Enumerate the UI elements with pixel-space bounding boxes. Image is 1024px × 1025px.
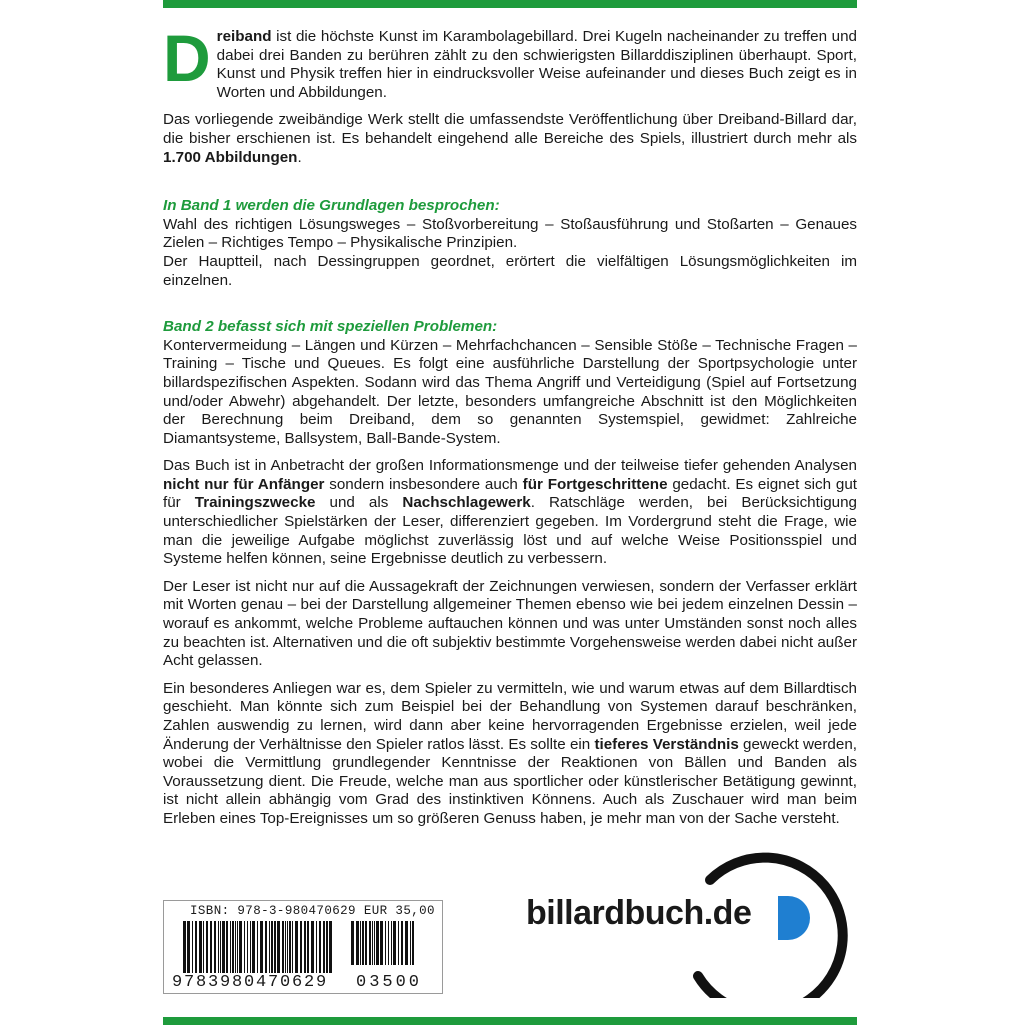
barcode-bar [277,921,280,973]
overview-end: . [297,148,302,166]
band1-main-part: Der Hauptteil, nach Dessingruppen geordnet, erörtert die vielfältigen Lösungsmöglichkeiten im einzelnen. [163,252,857,289]
barcode-bar [232,921,234,973]
barcode-bar [410,921,411,965]
intro-text: ist die höchste Kunst im Karambolagebillard. Drei Kugeln nacheinander zu treffen und dabei drei Banden zu berühren zählt zu den schwierigsten Billarddisziplinen überhaupt. Sport, Kunst und Physik treffen hier in eindrucksvoller Weise aufeinander und dieses Buch zeigt es in Worten und Abbildungen. [216,28,857,101]
barcode-bar [220,921,221,973]
barcode-bar [214,921,216,973]
barcode-bar [206,921,208,973]
concern-t1: Ein besonderes Anliegen war es, dem Spieler zu vermitteln, wie und warum etwas auf dem Billardtisch geschieht. Man könnte sich zum Beispiel bei der Behandlung von Systemen darauf beschränken, Zahlen auswendig zu lernen, wird dann aber keine hervorragenden Ergebnisse erzielen, weil jede Änderung der Verhältnisse den Spieler ratlos lässt. Es sollte ein [163,679,857,753]
barcode-bar [369,921,371,965]
intro-paragraph [163,21,857,102]
barcode-bar [372,921,373,965]
barcode-bar [376,921,379,965]
barcode-bar [329,921,332,973]
overview-text: Das vorliegende zweibändige Werk stellt die umfassendste Veröffentlichung über Dreiband-Billard dar, die bisher erschienen ist. Es behandelt eingehend alle Bereiche des Spiels, illustriert durch mehr als [163,111,857,147]
audience-b4: Nachschlagewerk [402,494,531,512]
isbn-line: ISBN: 978-3-980470629 EUR 35,00 [190,904,435,918]
barcode-bar [323,921,325,973]
barcode-bar [260,921,263,973]
barcode-bar [304,921,306,973]
addon-bars [350,921,416,969]
top-green-bar [163,0,857,8]
barcode-bar [360,921,361,965]
barcode-bar [287,921,288,973]
barcode-bar [365,921,367,965]
audience-t3: gedacht. Es eignet sich gut für [163,475,857,512]
concern-paragraph [163,680,857,829]
barcode-bar [247,921,248,973]
barcode-bar [222,921,225,973]
barcode-bar [385,921,386,965]
barcode-bar [300,921,302,973]
barcode-main-digits: 9783980470629 [172,973,329,992]
band2-heading: Band 2 befasst sich mit speziellen Problemen: [163,318,498,336]
barcode-bar [326,921,328,973]
overview-bold: 1.700 Abbildungen [163,148,298,166]
barcode-bar [307,921,309,973]
barcode-bar [405,921,408,965]
barcode-bar [218,921,219,973]
barcode-bar [319,921,321,973]
barcode-bar [192,921,193,973]
barcode-bar [271,921,273,973]
logo-d-accent [778,896,810,940]
barcode-bar [250,921,251,973]
isbn-barcode [163,900,443,994]
barcode-bar [388,921,389,965]
band1-topics: Wahl des richtigen Lösungsweges – Stoßvorbereitung – Stoßausführung und Stoßarten – Genaues Zielen – Richtiges Tempo – Physikalische Prinzipien. [163,215,857,252]
audience-b3: Trainingszwecke [194,494,316,512]
barcode-bar [292,921,293,973]
barcode-bar [391,921,392,965]
intro-lead-bold: reiband [216,28,272,45]
barcode-bar [311,921,314,973]
barcode-bar [199,921,202,973]
barcode-bar [257,921,258,973]
audience-paragraph [163,457,857,569]
barcode-bar [374,921,375,965]
barcode-bar [289,921,291,973]
barcode-bar [195,921,197,973]
logo-text: billardbuch.de [526,894,752,932]
barcode-bar [316,921,317,973]
barcode-bar [356,921,359,965]
audience-t2: sondern insbesondere auch [324,475,523,493]
band2-text: Kontervermeidung – Längen und Kürzen – Mehrfachchancen – Sensible Stöße – Technische Fragen – Training – Tische und Queues. Es folgt eine ausführliche Darstellung der Sportpsychologie unter billardspezifischen Aspekten. Sodann wird das Thema Angriff und Verteidigung (Spiel auf Fortsetzung und/oder Abwehr) abgehandelt. Der letzte, besonders umfangreiche Abschnitt ist den Möglichkeiten der Berechnung beim Dreiband, dem so genannten Systemspiel, gewidmet: Zahlreiche Diamantsysteme, Ballsystem, Ball-Bande-System. [163,336,857,447]
concern-t2: geweckt werden, wobei die Vermittlung grundlegender Kenntnisse der Reaktionen von Bällen und Banden als Voraussetzung dient. Die Freude, welche man aus sportlicher oder künstlerischer Betätigung gewinnt, ist nicht allein abhängig vom Grad des instinktiven Könnens. Auch als Zuschauer wird man beim Erleben eines Top-Ereignisses um so größeren Genuss haben, je mehr man von der Sache versteht. [163,735,857,827]
barcode-bar [282,921,284,973]
barcode-bar [235,921,236,973]
barcode-bar [285,921,286,973]
barcode-bar [226,921,228,973]
concern-b1: tieferes Verständnis [594,735,739,753]
barcode-bar [401,921,403,965]
ean13-bars [182,921,332,981]
drop-cap: D [163,21,211,95]
barcode-bar [244,921,245,973]
barcode-addon-digits: 03500 [356,973,423,992]
band1-heading: In Band 1 werden die Grundlagen besprochen: [163,197,500,215]
barcode-bar [237,921,238,973]
barcode-bar [230,921,231,973]
barcode-bar [203,921,204,973]
band2-section [163,318,857,448]
barcode-bar [183,921,186,973]
barcode-bar [265,921,267,973]
barcode-bar [252,921,255,973]
back-cover-text [163,21,857,838]
barcode-bar [362,921,364,965]
barcode-bar [351,921,354,965]
band1-section [163,197,857,290]
barcode-bar [210,921,212,973]
overview-paragraph [163,111,857,167]
barcode-bar [187,921,190,973]
barcode-bar [380,921,383,965]
barcode-bar [295,921,298,973]
barcode-bar [398,921,399,965]
barcode-bar [239,921,242,973]
audience-b2: für Fortgeschrittene [522,475,668,493]
barcode-bar [269,921,270,973]
audience-t4: und als [315,494,403,512]
barcode-bar [393,921,396,965]
reader-paragraph: Der Leser ist nicht nur auf die Aussagekraft der Zeichnungen verwiesen, sondern der Verfasser erklärt mit Worten genau – bei der Darstellung allgemeiner Themen ebenso wie bei jedem einzelnen Dessin – worauf es ankommt, welche Probleme auftauchen können und was unter Umständen sonst noch alles zu beachten ist. Alternativen und die oft subjektiv bestimmte Vorgehensweise werden dabei nicht außer Acht gelassen. [163,577,857,670]
barcode-bar [274,921,276,973]
barcode-bar [412,921,414,965]
audience-t5: . Ratschläge werden, bei Berücksichtigung unterschiedlicher Spielstärken der Leser, differenziert gegeben. Im Vordergrund steht die Frage, wie man die jeweilige Aufgabe möglichst zuverlässig löst und auf welche Weise Positionsspiel und Systeme helfen können, seine Ergebnisse deutlich zu verbessern. [163,494,857,568]
audience-b1: nicht nur für Anfänger [163,475,325,493]
audience-t1: Das Buch ist in Anbetracht der großen Informationsmenge und der teilweise tiefer gehenden Analysen [163,457,857,475]
